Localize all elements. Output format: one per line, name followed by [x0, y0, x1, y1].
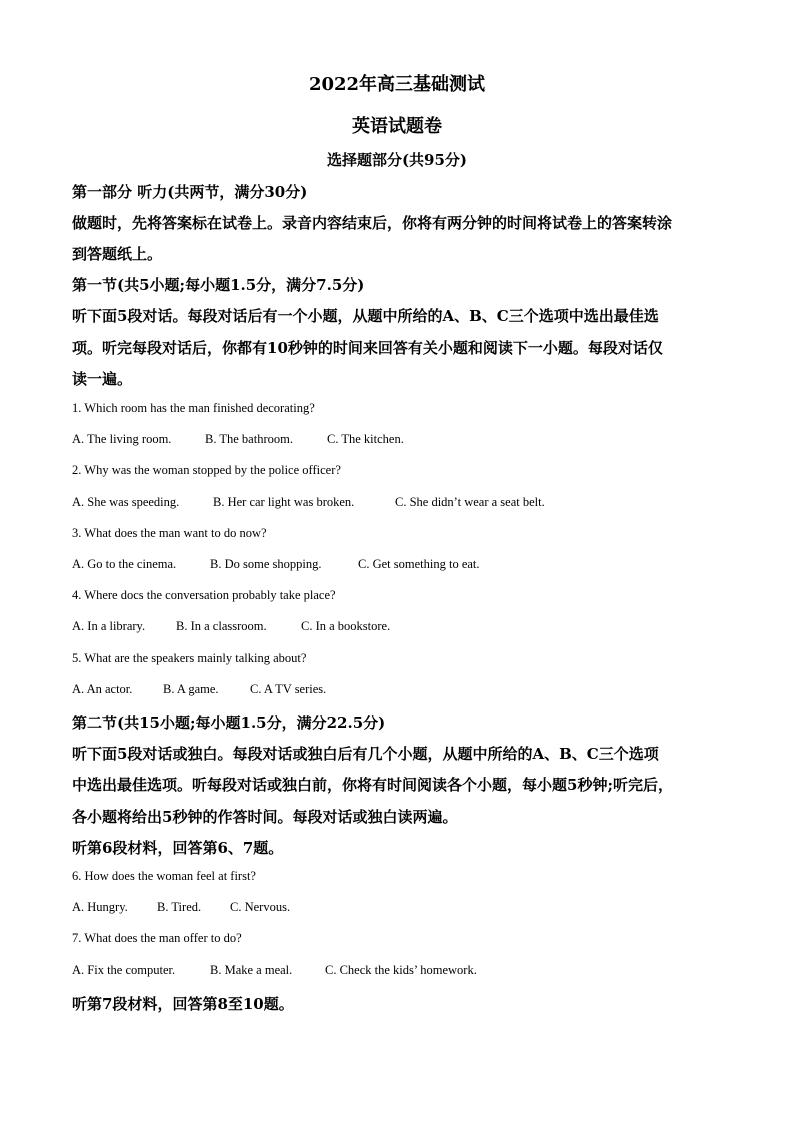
section2-heading: 第二节(共15小题;每小题1.5分，满分22.5分): [72, 714, 386, 732]
option-a: A. Hungry.: [72, 900, 128, 914]
question-2: 2. Why was the woman stopped by the police officer?: [72, 463, 341, 477]
question-5: 5. What are the speakers mainly talking about?: [72, 651, 307, 665]
options-4: [72, 619, 722, 634]
section1-instruction-line3: 读一遍。: [72, 370, 133, 388]
options-7: [72, 963, 722, 978]
options-3: [72, 557, 722, 572]
options-1: [72, 432, 722, 447]
options-6: [72, 900, 722, 915]
question-7: 7. What does the man offer to do?: [72, 931, 242, 945]
option-a: A. An actor.: [72, 682, 133, 696]
option-b: B. A game.: [163, 682, 219, 696]
option-a: A. The living room.: [72, 432, 172, 446]
option-c: C. Get something to eat.: [358, 557, 480, 571]
option-c: C. In a bookstore.: [301, 619, 391, 633]
question-4: 4. Where docs the conversation probably take place?: [72, 588, 336, 602]
option-a: A. She was speeding.: [72, 495, 180, 509]
option-b: B. The bathroom.: [205, 432, 293, 446]
option-c: C. She didn’t wear a seat belt.: [395, 495, 545, 509]
options-5: [72, 682, 722, 697]
section2-instruction-line2: 中选出最佳选项。听每段对话或独白前，你将有时间阅读各个小题，每小题5秒钟;听完后，: [72, 776, 673, 794]
material7-heading: 听第7段材料，回答第8至10题。: [72, 995, 294, 1013]
question-6: 6. How does the woman feel at first?: [72, 869, 256, 883]
option-c: C. Check the kids’ homework.: [325, 963, 477, 977]
section1-instruction-line1: 听下面5段对话。每段对话后有一个小题，从题中所给的A、B、C三个选项中选出最佳选: [72, 307, 659, 325]
section2-instruction-line1: 听下面5段对话或独白。每段对话或独白后有几个小题，从题中所给的A、B、C三个选项: [72, 745, 659, 763]
option-c: C. The kitchen.: [327, 432, 404, 446]
option-a: A. In a library.: [72, 619, 146, 633]
section1-heading: 第一节(共5小题;每小题1.5分，满分7.5分): [72, 276, 365, 294]
part1-instruction-line1: 做题时，先将答案标在试卷上。录音内容结束后，你将有两分钟的时间将试卷上的答案转涂: [72, 214, 673, 232]
question-3: 3. What does the man want to do now?: [72, 526, 267, 540]
option-b: B. Her car light was broken.: [213, 495, 355, 509]
option-b: B. Tired.: [157, 900, 202, 914]
material6-heading: 听第6段材料，回答第6、7题。: [72, 839, 284, 857]
part1-heading: 第一部分 听力(共两节，满分30分): [72, 183, 308, 201]
section1-instruction-line2: 项。听完每段对话后，你都有10秒钟的时间来回答有关小题和阅读下一小题。每段对话仅: [72, 339, 663, 357]
options-2: [72, 495, 722, 510]
option-c: C. Nervous.: [230, 900, 291, 914]
option-b: B. In a classroom.: [176, 619, 267, 633]
question-1: 1. Which room has the man finished decorating?: [72, 401, 315, 415]
section-title: 选择题部分(共95分): [326, 151, 468, 169]
section2-instruction-line3: 各小题将给出5秒钟的作答时间。每段对话或独白读两遍。: [72, 808, 458, 826]
option-b: B. Do some shopping.: [210, 557, 322, 571]
option-b: B. Make a meal.: [210, 963, 293, 977]
option-a: A. Fix the computer.: [72, 963, 176, 977]
option-a: A. Go to the cinema.: [72, 557, 177, 571]
exam-subtitle: 英语试题卷: [352, 116, 442, 137]
exam-title: 2022年高三基础测试: [308, 74, 486, 95]
part1-instruction-line2: 到答题纸上。: [72, 245, 163, 263]
option-c: C. A TV series.: [250, 682, 327, 696]
